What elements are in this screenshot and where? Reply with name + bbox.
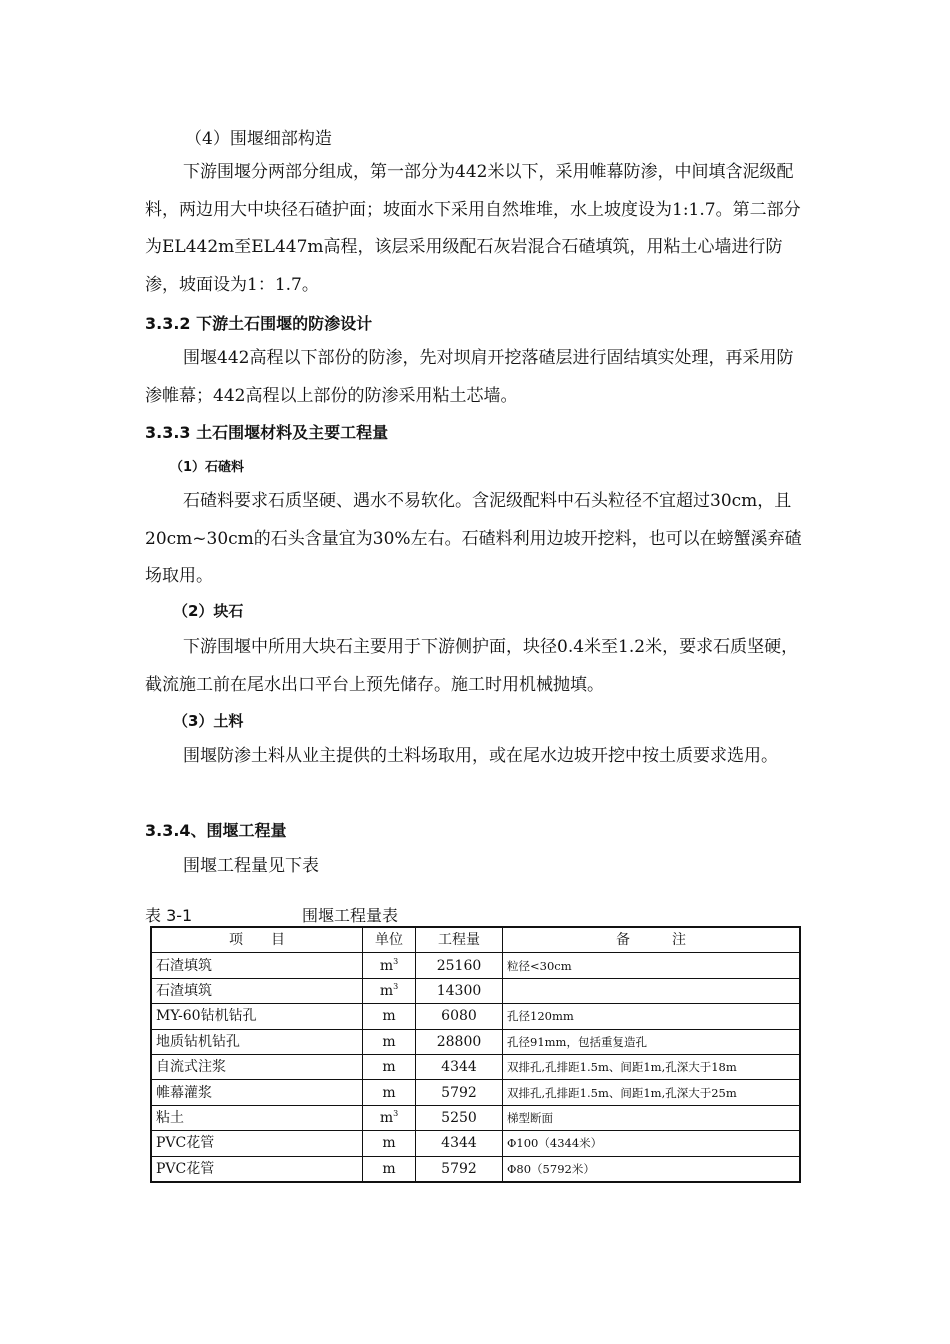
- cell-note: 孔径120mm: [503, 1004, 801, 1029]
- cell-quantity: 25160: [416, 953, 503, 978]
- section-4-body: 下游围堰分两部分组成，第一部分为442米以下，采用帷幕防渗，中间填含泥级配料，两边用大中块径石碴护面；坡面水下采用自然堆堆，水上坡度设为1:1.7。第二部分为EL442m至EL447m高程，该层采用级配石灰岩混合石碴填筑，用粘土心墙进行防渗，坡面设为1：1.7。: [145, 162, 801, 295]
- table-row: [151, 1054, 800, 1079]
- material-1-title: （1）石碴料: [170, 460, 245, 475]
- cell-quantity: 5792: [416, 1156, 503, 1182]
- table-row: [151, 1156, 800, 1182]
- cell-item: 石渣填筑: [151, 978, 363, 1003]
- cell-quantity: 28800: [416, 1029, 503, 1054]
- cell-item: 地质钻机钻孔: [151, 1029, 363, 1054]
- cell-unit: $m^3$: [363, 953, 416, 978]
- cell-quantity: 5250: [416, 1105, 503, 1130]
- paragraph-3-3-4: 围堰工程量见下表: [183, 856, 319, 876]
- cell-item: PVC花管: [151, 1156, 363, 1182]
- cell-item: PVC花管: [151, 1131, 363, 1156]
- cell-note: 双排孔,孔排距1.5m、间距1m,孔深大于25m: [503, 1080, 801, 1105]
- cell-unit: m: [363, 1004, 416, 1029]
- cell-quantity: 5792: [416, 1080, 503, 1105]
- cell-item: 帷幕灌浆: [151, 1080, 363, 1105]
- cell-note: Φ80（5792米）: [503, 1156, 801, 1182]
- table-title: 围堰工程量表: [302, 906, 399, 925]
- heading-3-3-2: 3.3.2 下游土石围堰的防渗设计: [145, 314, 373, 333]
- cell-unit: $m^3$: [363, 978, 416, 1003]
- cell-item: 石渣填筑: [151, 953, 363, 978]
- header-unit: 单位: [363, 927, 416, 953]
- cell-quantity: 4344: [416, 1131, 503, 1156]
- cell-quantity: 4344: [416, 1054, 503, 1079]
- heading-3-3-4: 3.3.4、围堰工程量: [145, 821, 287, 840]
- header-note: 备 注: [503, 927, 801, 953]
- material-2-body: 下游围堰中所用大块石主要用于下游侧护面，块径0.4米至1.2米，要求石质坚硬，截流施工前在尾水出口平台上预先储存。施工时用机械抛填。: [145, 637, 799, 695]
- cell-quantity: 14300: [416, 978, 503, 1003]
- cell-unit: m: [363, 1080, 416, 1105]
- material-1-body: 石碴料要求石质坚硬、遇水不易软化。含泥级配料中石头粒径不宜超过30cm，且20cm~30cm的石头含量宜为30%左右。石碴料利用边坡开挖料，也可以在螃蟹溪弃碴场取用。: [145, 491, 802, 586]
- quantity-table: [150, 926, 801, 1183]
- table-label: 表 3-1: [145, 906, 193, 925]
- table-row: [151, 978, 800, 1003]
- table-row: [151, 953, 800, 978]
- cell-unit: m: [363, 1054, 416, 1079]
- cell-quantity: 6080: [416, 1004, 503, 1029]
- cell-unit: m: [363, 1131, 416, 1156]
- cell-item: 自流式注浆: [151, 1054, 363, 1079]
- cell-note: 粒径<30cm: [503, 953, 801, 978]
- table-row: [151, 1080, 800, 1105]
- cell-note: 梯型断面: [503, 1105, 801, 1130]
- table-row: [151, 1105, 800, 1130]
- cell-note: 双排孔,孔排距1.5m、间距1m,孔深大于18m: [503, 1054, 801, 1079]
- header-item: 项 目: [151, 927, 363, 953]
- section-4-title: （4）围堰细部构造: [185, 129, 332, 149]
- cell-unit: m: [363, 1156, 416, 1182]
- header-quantity: 工程量: [416, 927, 503, 953]
- table-header-row: [151, 927, 800, 953]
- heading-3-3-3: 3.3.3 土石围堰材料及主要工程量: [145, 423, 389, 442]
- material-3-body: 围堰防渗土料从业主提供的土料场取用，或在尾水边坡开挖中按土质要求选用。: [183, 746, 778, 766]
- paragraph-3-3-2: 围堰442高程以下部份的防渗，先对坝肩开挖落碴层进行固结填实处理，再采用防渗帷幕；442高程以上部份的防渗采用粘土芯墙。: [145, 348, 794, 406]
- cell-item: 粘土: [151, 1105, 363, 1130]
- cell-unit: $m^3$: [363, 1105, 416, 1130]
- cell-note: Φ100（4344米）: [503, 1131, 801, 1156]
- table-row: [151, 1029, 800, 1054]
- material-2-title: （2）块石: [173, 602, 244, 620]
- cell-unit: m: [363, 1029, 416, 1054]
- material-3-title: （3）土料: [173, 712, 244, 730]
- cell-item: MY-60钻机钻孔: [151, 1004, 363, 1029]
- cell-note: 孔径91mm，包括重复造孔: [503, 1029, 801, 1054]
- table-row: [151, 1004, 800, 1029]
- table-row: [151, 1131, 800, 1156]
- cell-note: [503, 978, 801, 1003]
